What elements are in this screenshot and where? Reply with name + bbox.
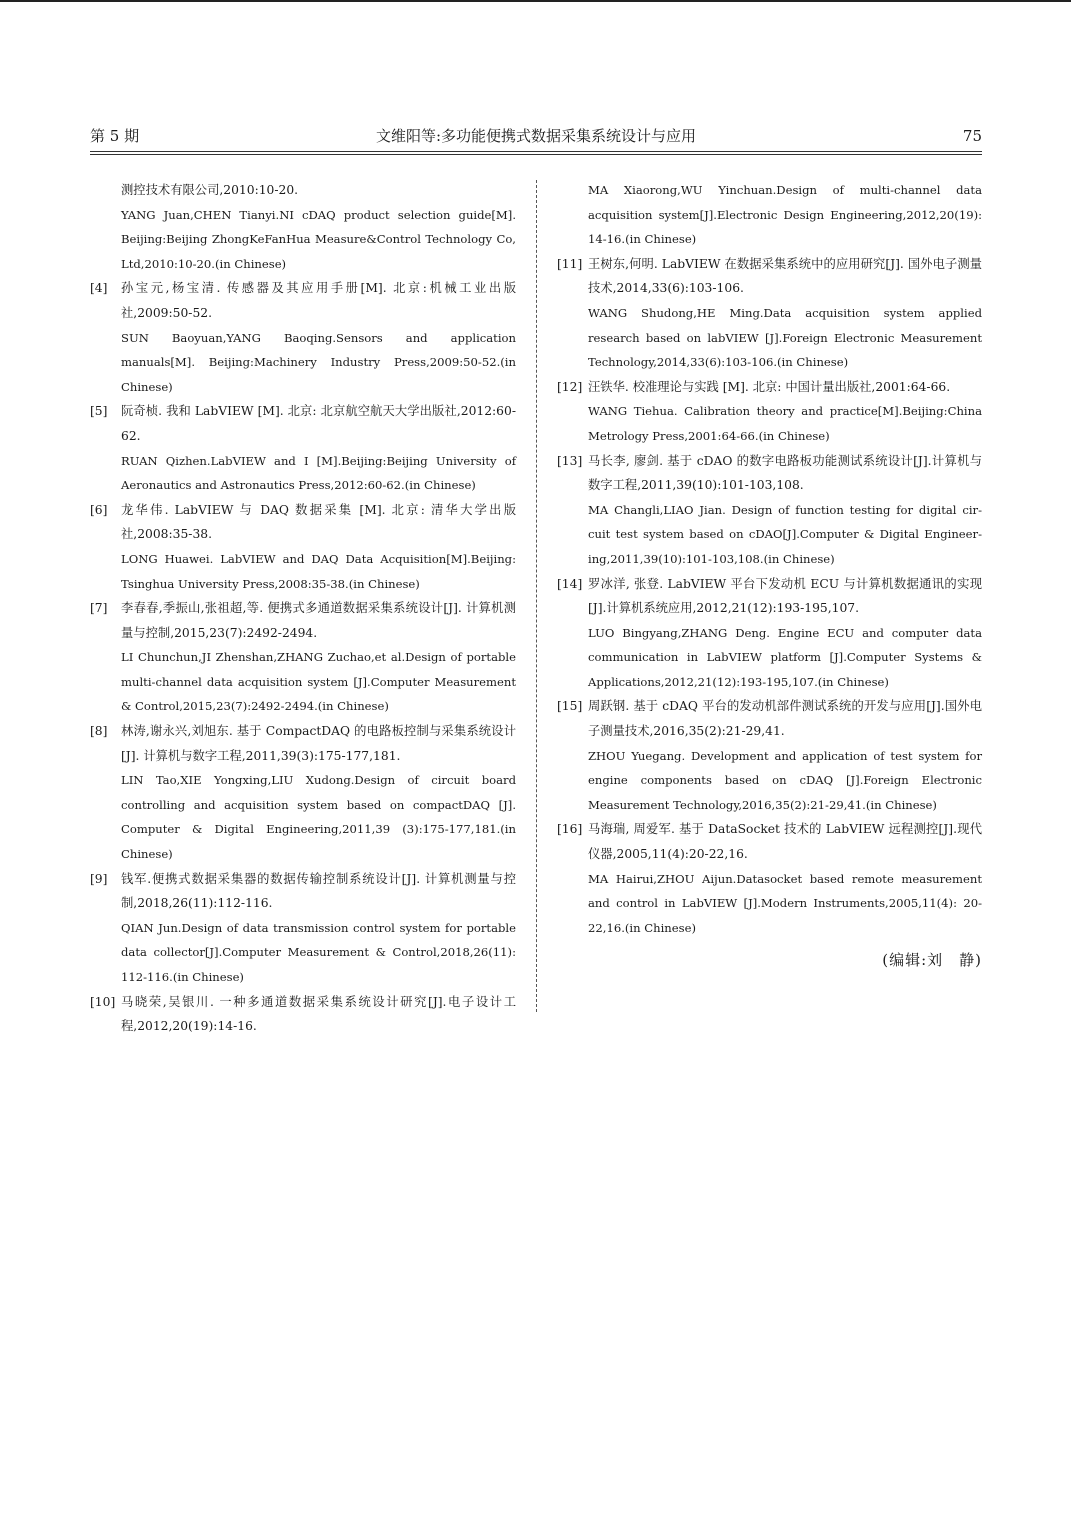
reference-item-12 — [557, 375, 982, 449]
reference-item-14 — [557, 572, 982, 695]
reference-en-text: LUO Bingyang,ZHANG Deng. Engine ECU and computer data communication in LabVIEW platform [J].Computer Systems & Applications,2012,21(12):193-195,107.(in Chinese) — [588, 625, 982, 689]
reference-item-8 — [90, 719, 516, 867]
reference-zh-text: 钱军.便携式数据采集器的数据传输控制系统设计[J]. 计算机测量与控制,2018,26(11):112-116. — [121, 871, 516, 911]
reference-item-6 — [90, 498, 516, 596]
running-header — [90, 126, 982, 150]
reference-item-16 — [557, 817, 982, 940]
reference-zh-text: 李春春,季振山,张祖超,等. 便携式多通道数据采集系统设计[J]. 计算机测量与控制,2015,23(7):2492-2494. — [121, 601, 516, 640]
reference-en-text: QIAN Jun.Design of data transmission control system for portable data collector[J].Computer Measurement & Control,2018,26(11): 112-116.(in Chinese) — [121, 920, 516, 984]
header-rule-secondary — [90, 154, 982, 155]
reference-en-text: YANG Juan,CHEN Tianyi.NI cDAQ product selection guide[M]. Beijing:Beijing ZhongKeFanHua Measure&Control Technology Co, Ltd,2010:10-20.(in Chinese) — [121, 207, 516, 271]
reference-number: [5] — [90, 404, 108, 419]
running-title: 文维阳等:多功能便携式数据采集系统设计与应用 — [375, 127, 697, 145]
reference-en-text: ZHOU Yuegang. Development and application of test system for engine components based on cDAQ [J].Foreign Electronic Measurement Technology,2016,35(2):21-29,41.(in Chinese) — [588, 748, 982, 812]
reference-en-text: WANG Tiehua. Calibration theory and practice[M].Beijing:China Metrology Press,2001:64-66.(in Chinese) — [588, 404, 982, 443]
reference-en-text: RUAN Qizhen.LabVIEW and I [M].Beijing:Beijing University of Aeronautics and Astronautics Press,2012:60-62.(in Chinese) — [121, 453, 516, 493]
reference-item-11 — [557, 252, 982, 375]
reference-zh-text: 马长李, 廖剑. 基于 cDAO 的数字电路板功能测试系统设计[J].计算机与数字工程,2011,39(10):101-103,108. — [588, 453, 982, 493]
reference-en-text: SUN Baoyuan,YANG Baoqing.Sensors and application manuals[M]. Beijing:Machinery Industry Press,2009:50-52.(in Chinese) — [121, 330, 516, 394]
reference-en-text: WANG Shudong,HE Ming.Data acquisition system applied research based on labVIEW [J].Foreign Electronic Measurement Technology,2014,33(6):103-106.(in Chinese) — [588, 305, 982, 370]
reference-zh-text: 罗冰洋, 张登. LabVIEW 平台下发动机 ECU 与计算机数据通讯的实现[J].计算机系统应用,2012,21(12):193-195,107. — [588, 576, 982, 616]
reference-zh-text: 马海瑞, 周爱军. 基于 DataSocket 技术的 LabVIEW 远程测控[J].现代仪器,2005,11(4):20-22,16. — [588, 822, 982, 862]
reference-item-10 — [90, 990, 516, 1039]
reference-item-15 — [557, 694, 982, 817]
reference-item-5 — [90, 399, 516, 497]
reference-item-7 — [90, 596, 516, 719]
page-number: 75 — [962, 127, 982, 145]
reference-continuation — [557, 178, 982, 252]
reference-zh-text: 龙华伟. LabVIEW 与 DAQ 数据采集 [M]. 北京: 清华大学出版社,2008:35-38. — [121, 502, 516, 542]
reference-number: [8] — [90, 724, 108, 739]
reference-item-13 — [557, 449, 982, 572]
reference-zh-text: 孙宝元,杨宝清. 传感器及其应用手册[M]. 北京:机械工业出版社,2009:50-52. — [121, 281, 516, 320]
reference-number: [4] — [90, 281, 108, 296]
reference-zh-text: 马晓荣,吴银川. 一种多通道数据采集系统设计研究[J].电子设计工程,2012,20(19):14-16. — [121, 994, 516, 1034]
right-reference-column — [557, 178, 982, 972]
header-rule — [90, 151, 982, 152]
reference-zh-text: 周跃钢. 基于 cDAQ 平台的发动机部件测试系统的开发与应用[J].国外电子测量技术,2016,35(2):21-29,41. — [588, 699, 982, 739]
reference-number: [10] — [90, 994, 116, 1009]
column-divider — [536, 180, 537, 1012]
reference-en-text: LIN Tao,XIE Yongxing,LIU Xudong.Design of circuit board controlling and acquisition system based on compactDAQ [J]. Computer & Digital Engineering,2011,39 (3):175-177,181.(in Chinese) — [121, 773, 516, 862]
reference-item-4 — [90, 276, 516, 399]
reference-number: [12] — [557, 379, 583, 394]
reference-en-text: MA Changli,LIAO Jian. Design of function testing for digital cir-cuit test system based on cDAO[J].Computer & Digital Engineer-ing,2011,39(10):101-103,108.(in Chinese) — [588, 502, 982, 566]
reference-en-text: LONG Huawei. LabVIEW and DAQ Data Acquisition[M].Beijing: Tsinghua University Press,2008:35-38.(in Chinese) — [121, 551, 516, 591]
reference-en-text: LI Chunchun,JI Zhenshan,ZHANG Zuchao,et al.Design of portable multi-channel data acquisition system [J].Computer Measurement & Control,2015,23(7):2492-2494.(in Chinese) — [121, 650, 516, 714]
reference-number: [11] — [557, 256, 583, 271]
left-reference-column — [90, 178, 516, 1039]
reference-zh-text: 阮奇桢. 我和 LabVIEW [M]. 北京: 北京航空航天大学出版社,2012:60-62. — [121, 404, 516, 443]
top-border-line — [0, 0, 1071, 2]
reference-item-9 — [90, 867, 516, 990]
reference-zh-text: 测控技术有限公司,2010:10-20. — [121, 183, 299, 197]
reference-en-text: MA Hairui,ZHOU Aijun.Datasocket based remote measurement and control in LabVIEW [J].Modern Instruments,2005,11(4): 20-22,16.(in Chinese) — [588, 871, 982, 935]
reference-number: [9] — [90, 871, 108, 886]
reference-number: [7] — [90, 601, 108, 616]
reference-zh-text: 王树东,何明. LabVIEW 在数据采集系统中的应用研究[J]. 国外电子测量技术,2014,33(6):103-106. — [588, 256, 982, 296]
reference-number: [16] — [557, 822, 583, 837]
reference-zh-text: 汪铁华. 校准理论与实践 [M]. 北京: 中国计量出版社,2001:64-66. — [588, 379, 951, 394]
reference-number: [6] — [90, 502, 108, 517]
reference-number: [14] — [557, 576, 583, 591]
reference-continuation — [90, 178, 516, 276]
reference-en-text: MA Xiaorong,WU Yinchuan.Design of multi-channel data acquisition system[J].Electronic Design Engineering,2012,20(19): 14-16.(in Chinese) — [588, 183, 982, 247]
issue-label: 第 5 期 — [90, 127, 140, 145]
reference-number: [13] — [557, 453, 583, 468]
editor-note: (编辑:刘 静) — [882, 951, 982, 970]
reference-number: [15] — [557, 699, 583, 714]
reference-zh-text: 林涛,谢永兴,刘旭东. 基于 CompactDAQ 的电路板控制与采集系统设计[J]. 计算机与数字工程,2011,39(3):175-177,181. — [121, 724, 516, 763]
